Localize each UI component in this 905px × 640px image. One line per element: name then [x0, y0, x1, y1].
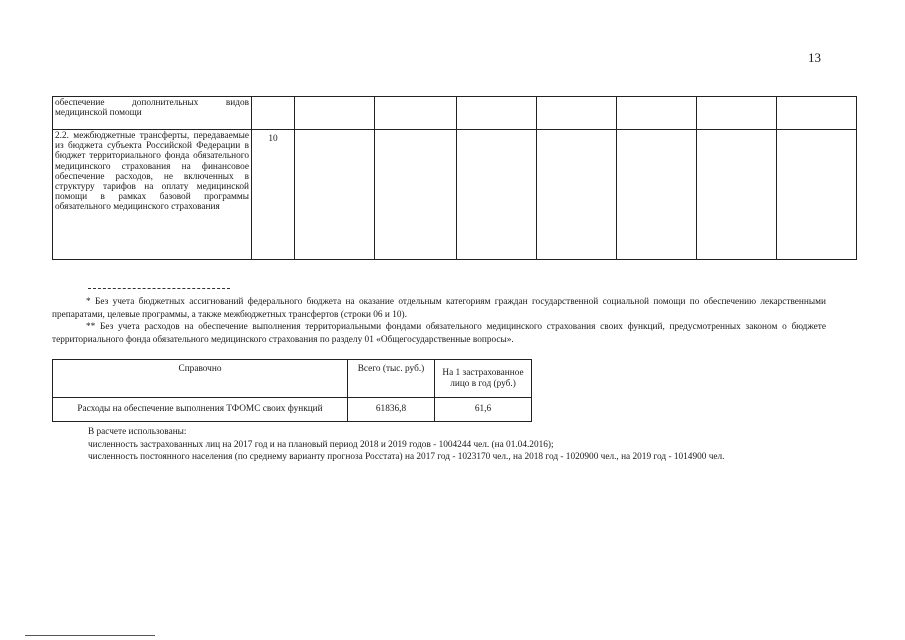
calculation-line-2: численность постоянного населения (по среднему варианту прогноза Росстата) на 2017 год - 1023170 чел., на 2018 год - 1020900 чел., на 2019 год - 1014900 чел.	[88, 452, 725, 463]
row-line-number	[252, 97, 295, 130]
header-total: Всего (тыс. руб.)	[348, 360, 435, 398]
row-line-number: 10	[252, 130, 295, 260]
table-row	[53, 398, 532, 422]
footnote-separator	[88, 288, 230, 289]
empty-cell	[457, 130, 537, 260]
cell-per-insured-value: 61,6	[435, 398, 532, 422]
empty-cell	[617, 97, 697, 130]
empty-cell	[777, 130, 857, 260]
calculation-line-1: численность застрахованных лиц на 2017 год и на плановый период 2018 и 2019 годов - 1004244 чел. (на 01.04.2016);	[88, 439, 554, 450]
header-reference: Справочно	[53, 360, 348, 398]
empty-cell	[375, 130, 457, 260]
empty-cell	[457, 97, 537, 130]
table-row	[53, 130, 857, 260]
bottom-rule	[25, 635, 155, 636]
calculation-title: В расчете использованы:	[88, 427, 187, 437]
empty-cell	[777, 97, 857, 130]
empty-cell	[617, 130, 697, 260]
empty-cell	[295, 130, 375, 260]
empty-cell	[697, 130, 777, 260]
page-number: 13	[808, 50, 821, 65]
cell-expense-label: Расходы на обеспечение выполнения ТФОМС своих функций	[53, 398, 348, 422]
row-description: обеспечение дополнительных видов медицинской помощи	[53, 97, 252, 130]
empty-cell	[697, 97, 777, 130]
header-per-insured: На 1 застрахованное лицо в год (руб.)	[435, 360, 532, 398]
main-table	[52, 96, 857, 260]
cell-total-value: 61836,8	[348, 398, 435, 422]
reference-table	[52, 359, 532, 422]
table-header-row	[53, 360, 532, 398]
table-row	[53, 97, 857, 130]
empty-cell	[537, 97, 617, 130]
calculation-notes	[88, 426, 725, 464]
empty-cell	[295, 97, 375, 130]
empty-cell	[537, 130, 617, 260]
footnote-1: * Без учета бюджетных ассигнований федерального бюджета на оказание отдельным категориям граждан государственной социальной помощи по обеспечению лекарственными препаратами, целевые программы, а также межбюджетных трансфертов (строки 06 и 10).	[52, 297, 826, 320]
empty-cell	[375, 97, 457, 130]
footnote-2: ** Без учета расходов на обеспечение выполнения территориальными фондами обязательного медицинского страхования своих функций, предусмотренных законом о бюджете территориального фонда обязательного медицинского страхования по разделу 01 «Общегосударственные вопросы».	[52, 322, 826, 345]
row-description: 2.2. межбюджетные трансферты, передаваемые из бюджета субъекта Российской Федерации в бюджет территориального фонда обязательного медицинского страхования на финансовое обеспечение расходов, не включенных в структуру тарифов на оплату медицинской помощи в рамках базовой программы обязательного медицинского страхования	[53, 130, 252, 260]
